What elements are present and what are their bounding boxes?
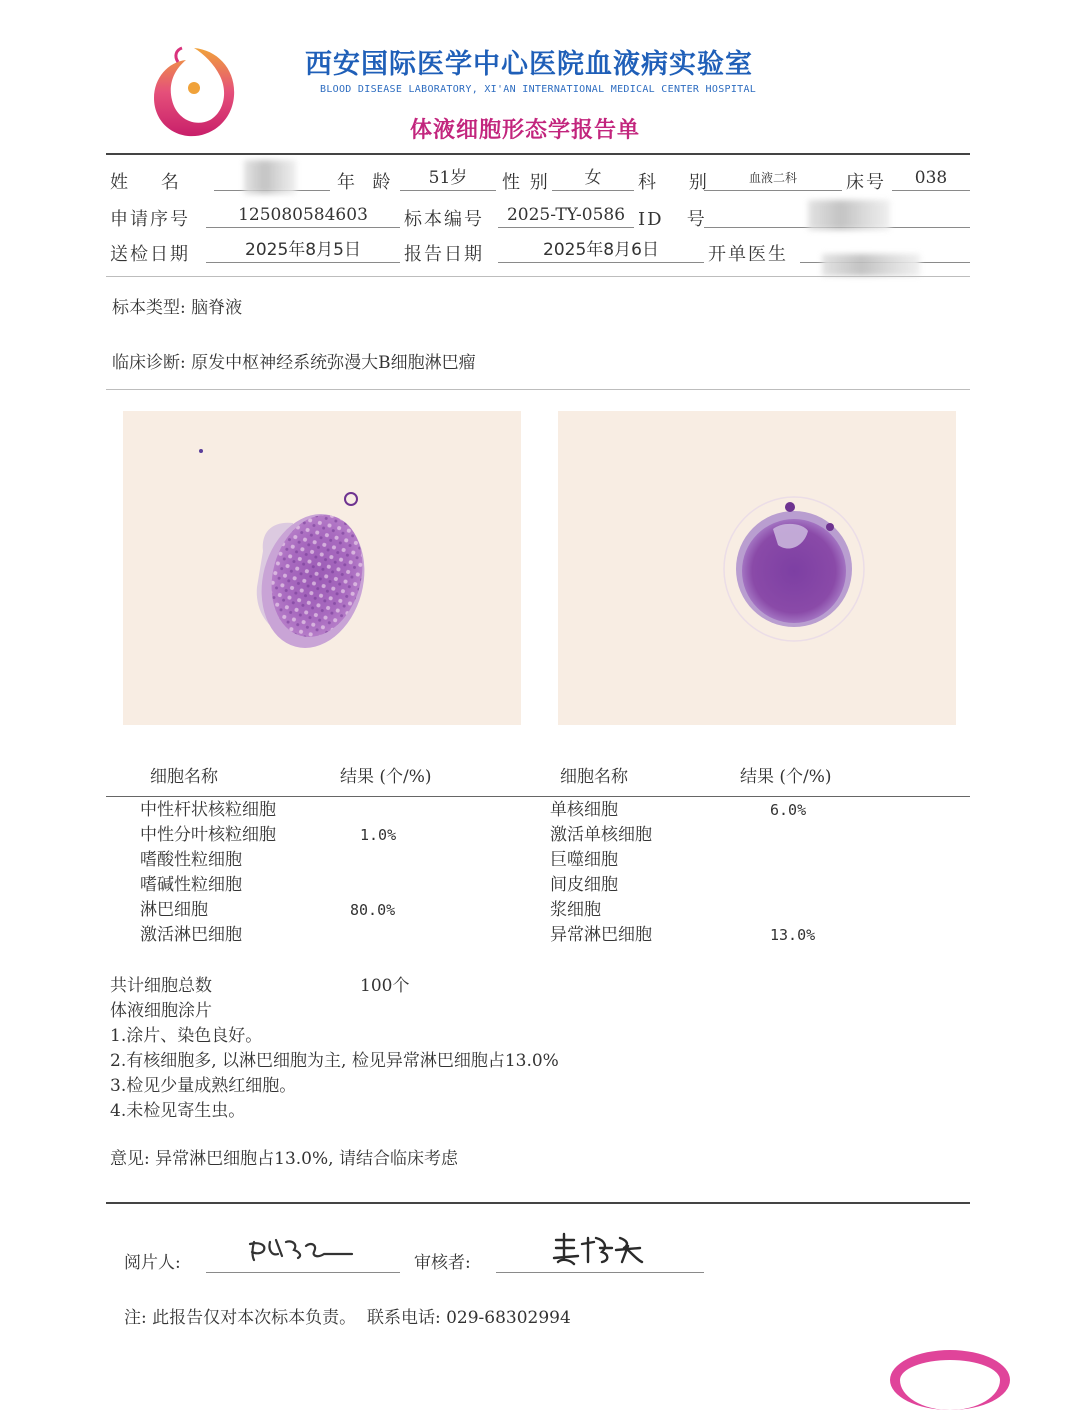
name-label: 姓 名 [110,172,181,193]
table-row [140,873,520,898]
dept-label: 科 别 [638,172,709,193]
report-date-label: 报告日期 [404,244,484,265]
cell-name: 间皮细胞 [550,875,618,895]
id-label: ID 号 [638,209,707,230]
reader-signature-icon [206,1232,400,1272]
table-row [550,898,930,923]
cell-name: 单核细胞 [550,800,618,820]
finding-2: 2.有核细胞多, 以淋巴细胞为主, 检见异常淋巴细胞占13.0% [110,1051,559,1071]
cell-name: 嗜碱性粒细胞 [140,875,242,895]
cell-name: 激活单核细胞 [550,825,652,845]
finding-1: 1.涂片、染色良好。 [110,1026,263,1046]
reviewer-signature-icon [496,1228,704,1272]
table-row [550,823,930,848]
doctor-redaction [822,254,920,276]
reader-signature [206,1232,400,1273]
name-redaction [244,160,296,194]
table-row [140,898,520,923]
table-right [550,798,930,948]
send-date-label: 送检日期 [110,244,190,265]
col-result-right: 结果 (个/%) [740,767,832,787]
cell-name: 浆细胞 [550,900,601,920]
cell-value: 1.0% [360,826,397,844]
clinical-diagnosis: 临床诊断: 原发中枢神经系统弥漫大B细胞淋巴瘤 [112,353,476,373]
id-redaction [808,200,890,230]
total-label: 共计细胞总数 [110,976,212,996]
table-row [140,848,520,873]
sex-label: 性 别 [502,172,550,193]
footer-divider [106,1202,970,1204]
disclaimer-note: 注: 此报告仅对本次标本负责。 联系电话: 029-68302994 [124,1308,571,1328]
logo-icon [148,42,240,142]
micrograph-left [123,411,521,725]
cell-name: 激活淋巴细胞 [140,925,242,945]
finding-4: 4.未检见寄生虫。 [110,1101,246,1121]
col-name-left: 细胞名称 [150,767,218,787]
micrograph-right [558,411,956,725]
specimen-type: 标本类型: 脑脊液 [112,298,243,318]
sex-value: 女 [552,166,634,191]
table-row [550,848,930,873]
specimen-no-value: 2025-TY-0586 [498,203,634,228]
smear-title: 体液细胞涂片 [110,1001,212,1021]
info-divider [106,276,970,277]
table-row [140,923,520,948]
age-label: 年 龄 [337,172,393,193]
age-value: 51岁 [400,166,496,191]
total-value: 100个 [360,976,410,996]
send-date-value: 2025年8月5日 [206,238,400,263]
opinion: 意见: 异常淋巴细胞占13.0%, 请结合临床考虑 [110,1149,458,1169]
cell-name: 淋巴细胞 [140,900,208,920]
corner-decoration [890,1350,1010,1410]
dept-value: 血液二科 [704,166,842,191]
col-name-right: 细胞名称 [560,767,628,787]
table-divider [106,796,970,797]
hospital-name-en: BLOOD DISEASE LABORATORY, XI'AN INTERNATIONAL MEDICAL CENTER HOSPITAL [320,84,757,95]
hospital-name: 西安国际医学中心医院血液病实验室 [305,49,753,80]
bed-value: 038 [892,166,970,191]
req-value: 125080584603 [206,203,400,228]
reviewer-label: 审核者: [414,1253,471,1273]
diagnosis-divider [106,389,970,390]
bed-label: 床号 [846,172,886,193]
table-row [550,798,930,823]
cell-name: 巨噬细胞 [550,850,618,870]
reviewer-signature [496,1228,704,1273]
reader-label: 阅片人: [124,1253,181,1273]
table-row [140,798,520,823]
req-label: 申请序号 [110,209,190,230]
finding-3: 3.检见少量成熟红细胞。 [110,1076,297,1096]
cell-value: 13.0% [770,926,816,944]
cell-name: 异常淋巴细胞 [550,925,652,945]
header-divider [106,153,970,155]
table-row [550,873,930,898]
doctor-label: 开单医生 [708,244,788,265]
specimen-no-label: 标本编号 [404,209,484,230]
table-row [140,823,520,848]
hospital-logo [148,42,240,142]
report-title: 体液细胞形态学报告单 [410,118,641,143]
table-left [140,798,520,948]
cell-name: 嗜酸性粒细胞 [140,850,242,870]
table-row [550,923,930,948]
report-date-value: 2025年8月6日 [498,238,704,263]
cell-value: 80.0% [350,901,396,919]
cell-value: 6.0% [770,801,807,819]
cell-name: 中性杆状核粒细胞 [140,800,276,820]
col-result-left: 结果 (个/%) [340,767,432,787]
cell-name: 中性分叶核粒细胞 [140,825,276,845]
